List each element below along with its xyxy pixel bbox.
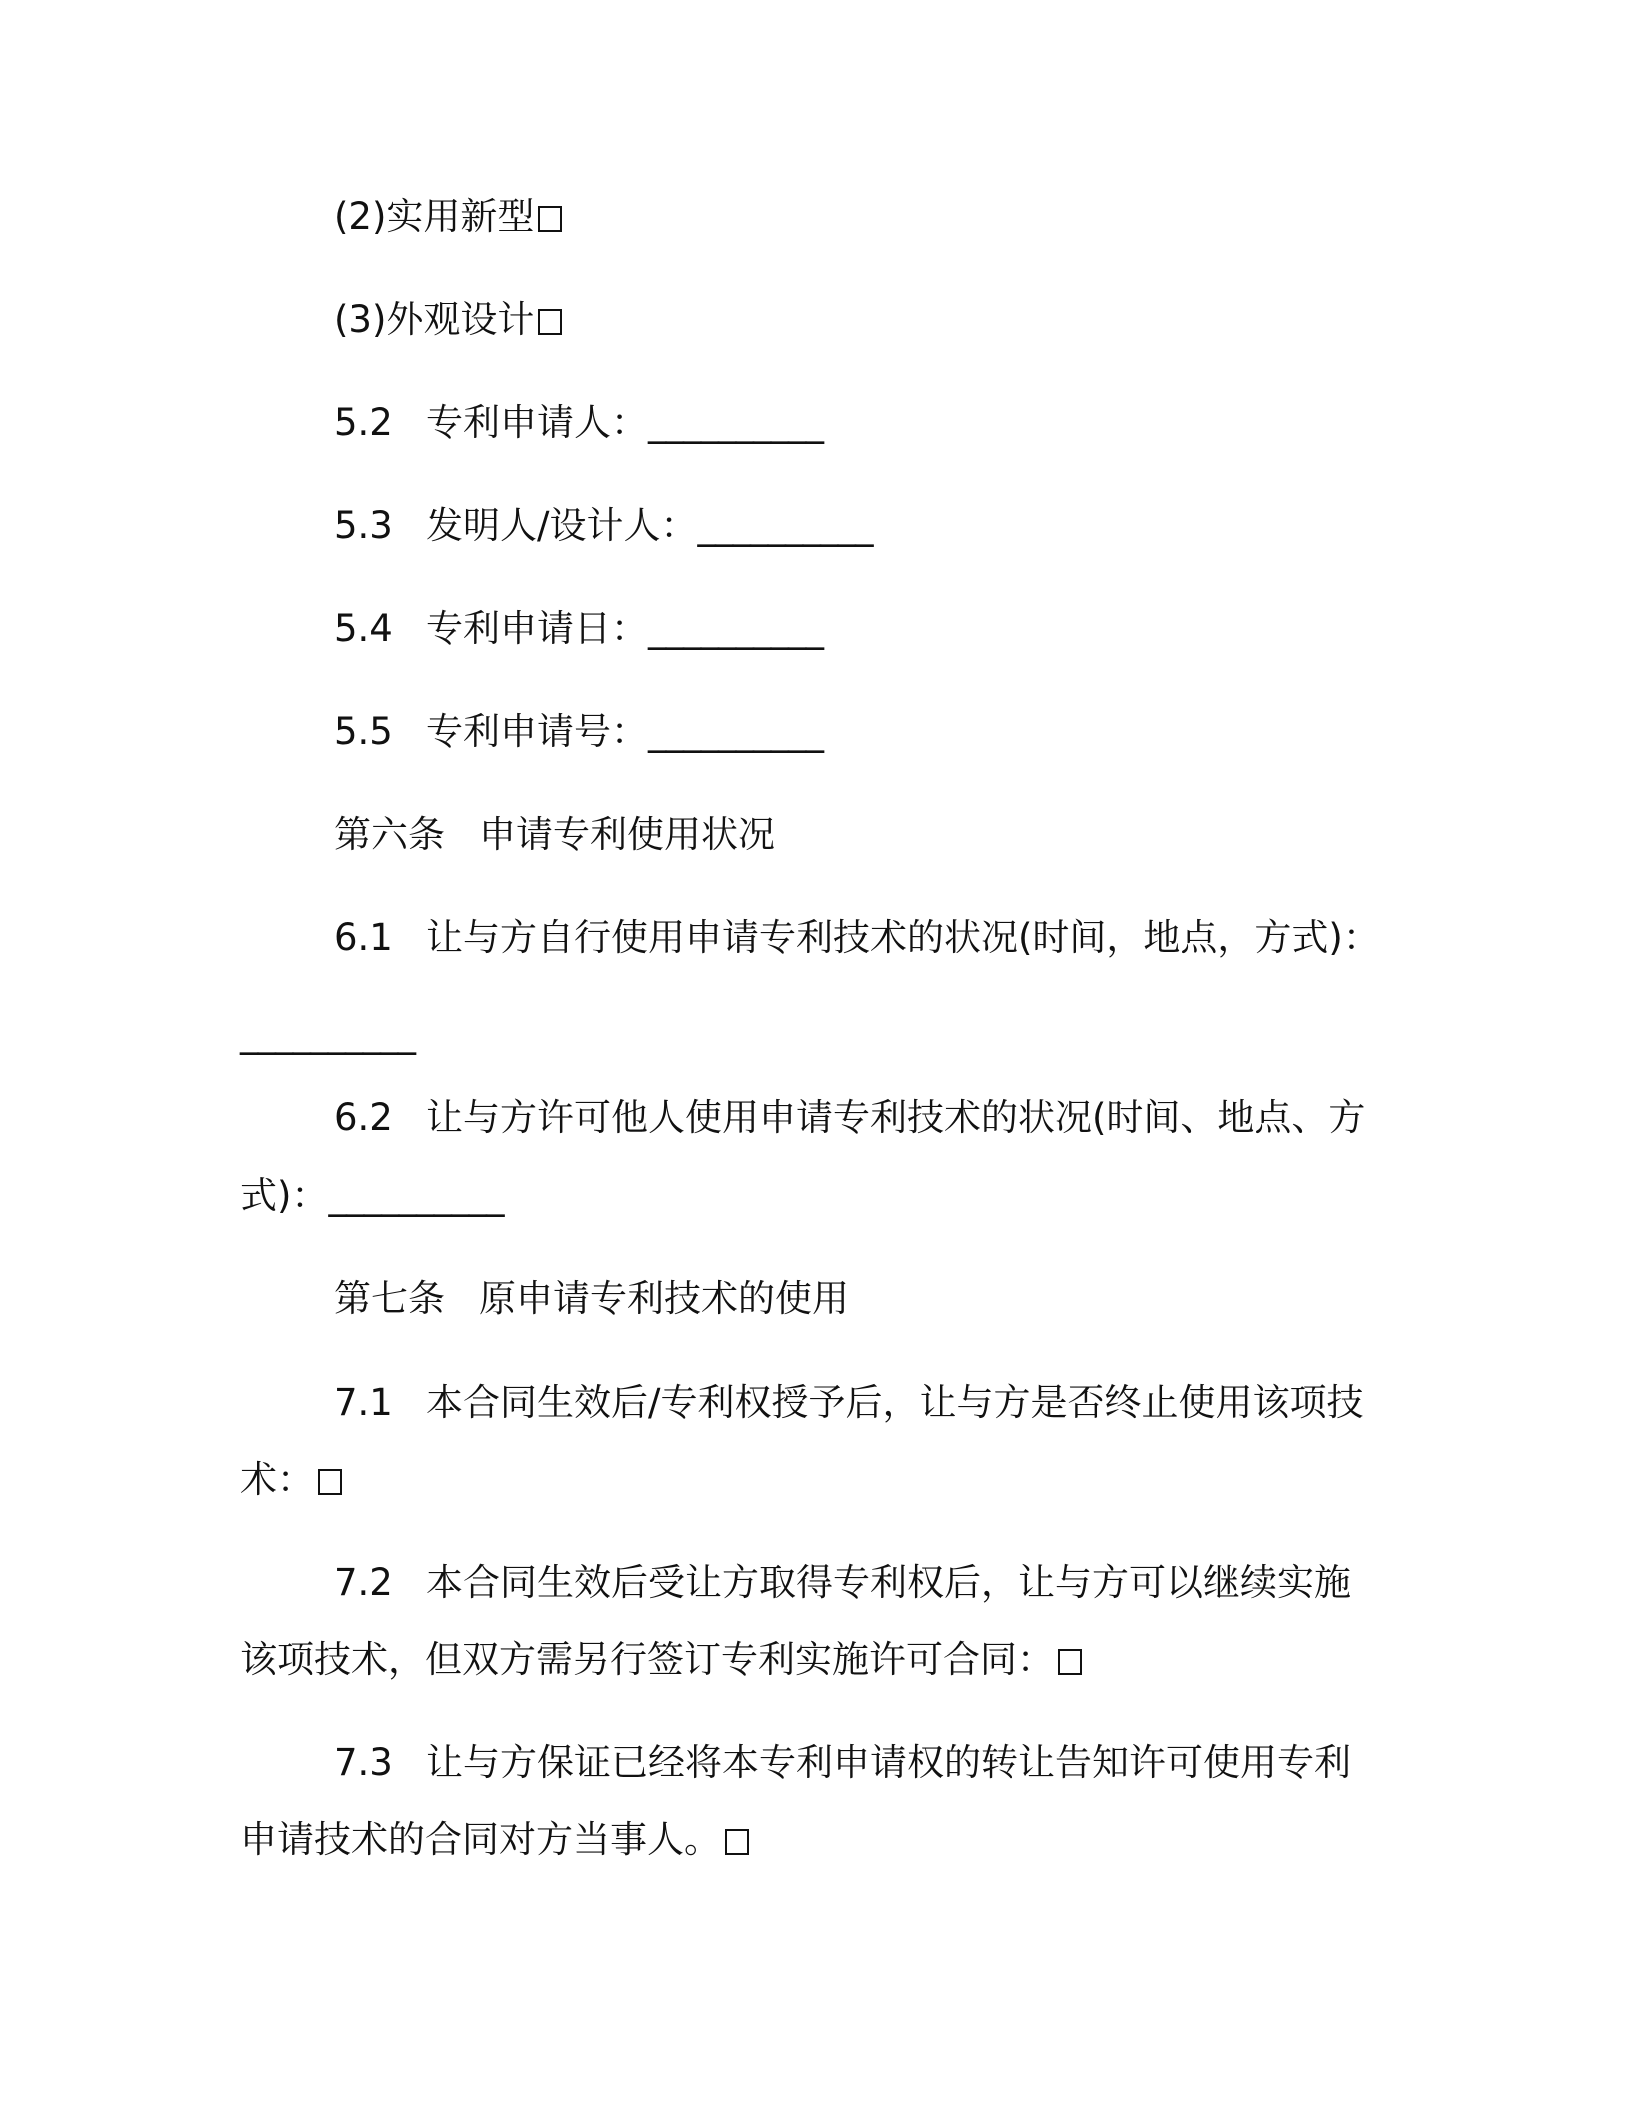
clause-text: 术： — [240, 1458, 314, 1501]
clause-number: 7.3 — [334, 1741, 393, 1784]
clause-6-2 — [334, 1094, 1365, 1142]
design-checkbox[interactable] — [538, 309, 562, 335]
article-title: 申请专利使用状况 — [479, 813, 775, 856]
clause-5-3 — [334, 502, 872, 550]
article-6-heading — [334, 811, 775, 859]
clause-text: 本合同生效后/专利权授予后，让与方是否终止使用该项技 — [426, 1381, 1364, 1424]
application-date-blank[interactable]: __________ — [648, 607, 823, 650]
patent-type-utility-model — [334, 193, 562, 241]
article-number: 第六条 — [334, 813, 445, 856]
clause-label: 发明人/设计人： — [426, 504, 698, 547]
clause-text: 该项技术，但双方需另行签订专利实施许可合同： — [240, 1638, 1054, 1681]
clause-number: 5.5 — [334, 710, 393, 753]
clause-7-3 — [334, 1739, 1351, 1787]
utility-model-label: (2)实用新型 — [334, 195, 535, 238]
continue-use-checkbox[interactable] — [1058, 1649, 1082, 1675]
clause-label: 专利申请人： — [426, 401, 648, 444]
clause-7-1-continuation — [240, 1456, 342, 1504]
clause-6-1 — [334, 914, 1380, 962]
licensed-use-status-blank[interactable]: __________ — [328, 1174, 504, 1217]
clause-label: 专利申请日： — [426, 607, 648, 650]
self-use-status-blank[interactable]: __________ — [240, 1012, 415, 1055]
clause-number: 5.2 — [334, 401, 393, 444]
clause-6-1-continuation — [240, 1010, 415, 1058]
clause-text: 让与方保证已经将本专利申请权的转让告知许可使用专利 — [426, 1741, 1351, 1784]
clause-5-5 — [334, 708, 823, 756]
clause-text: 申请技术的合同对方当事人。 — [240, 1818, 721, 1861]
utility-model-checkbox[interactable] — [538, 206, 562, 232]
clause-number: 6.2 — [334, 1096, 393, 1139]
clause-text: 让与方自行使用申请专利技术的状况(时间，地点，方式)： — [426, 916, 1380, 959]
applicant-blank[interactable]: __________ — [648, 401, 823, 444]
article-7-heading — [334, 1275, 849, 1323]
clause-number: 5.4 — [334, 607, 393, 650]
clause-5-4 — [334, 605, 823, 653]
clause-5-2 — [334, 399, 823, 447]
clause-text: 让与方许可他人使用申请专利技术的状况(时间、地点、方 — [426, 1096, 1366, 1139]
application-number-blank[interactable]: __________ — [648, 710, 823, 753]
clause-number: 6.1 — [334, 916, 393, 959]
inventor-blank[interactable]: __________ — [697, 504, 873, 547]
clause-number: 7.1 — [334, 1381, 393, 1424]
clause-6-2-continuation — [240, 1172, 503, 1220]
clause-number: 7.2 — [334, 1561, 393, 1604]
clause-text: 本合同生效后受让方取得专利权后，让与方可以继续实施 — [426, 1561, 1351, 1604]
clause-7-2-continuation — [240, 1636, 1082, 1684]
terminate-use-checkbox[interactable] — [318, 1469, 342, 1495]
design-label: (3)外观设计 — [334, 298, 535, 341]
clause-7-3-continuation — [240, 1816, 749, 1864]
article-number: 第七条 — [334, 1277, 445, 1320]
notified-party-checkbox[interactable] — [725, 1829, 749, 1855]
article-title: 原申请专利技术的使用 — [479, 1277, 849, 1320]
clause-7-1 — [334, 1379, 1363, 1427]
clause-label: 专利申请号： — [426, 710, 648, 753]
clause-text: 式)： — [240, 1174, 329, 1217]
clause-number: 5.3 — [334, 504, 393, 547]
patent-type-design — [334, 296, 562, 344]
clause-7-2 — [334, 1559, 1351, 1607]
